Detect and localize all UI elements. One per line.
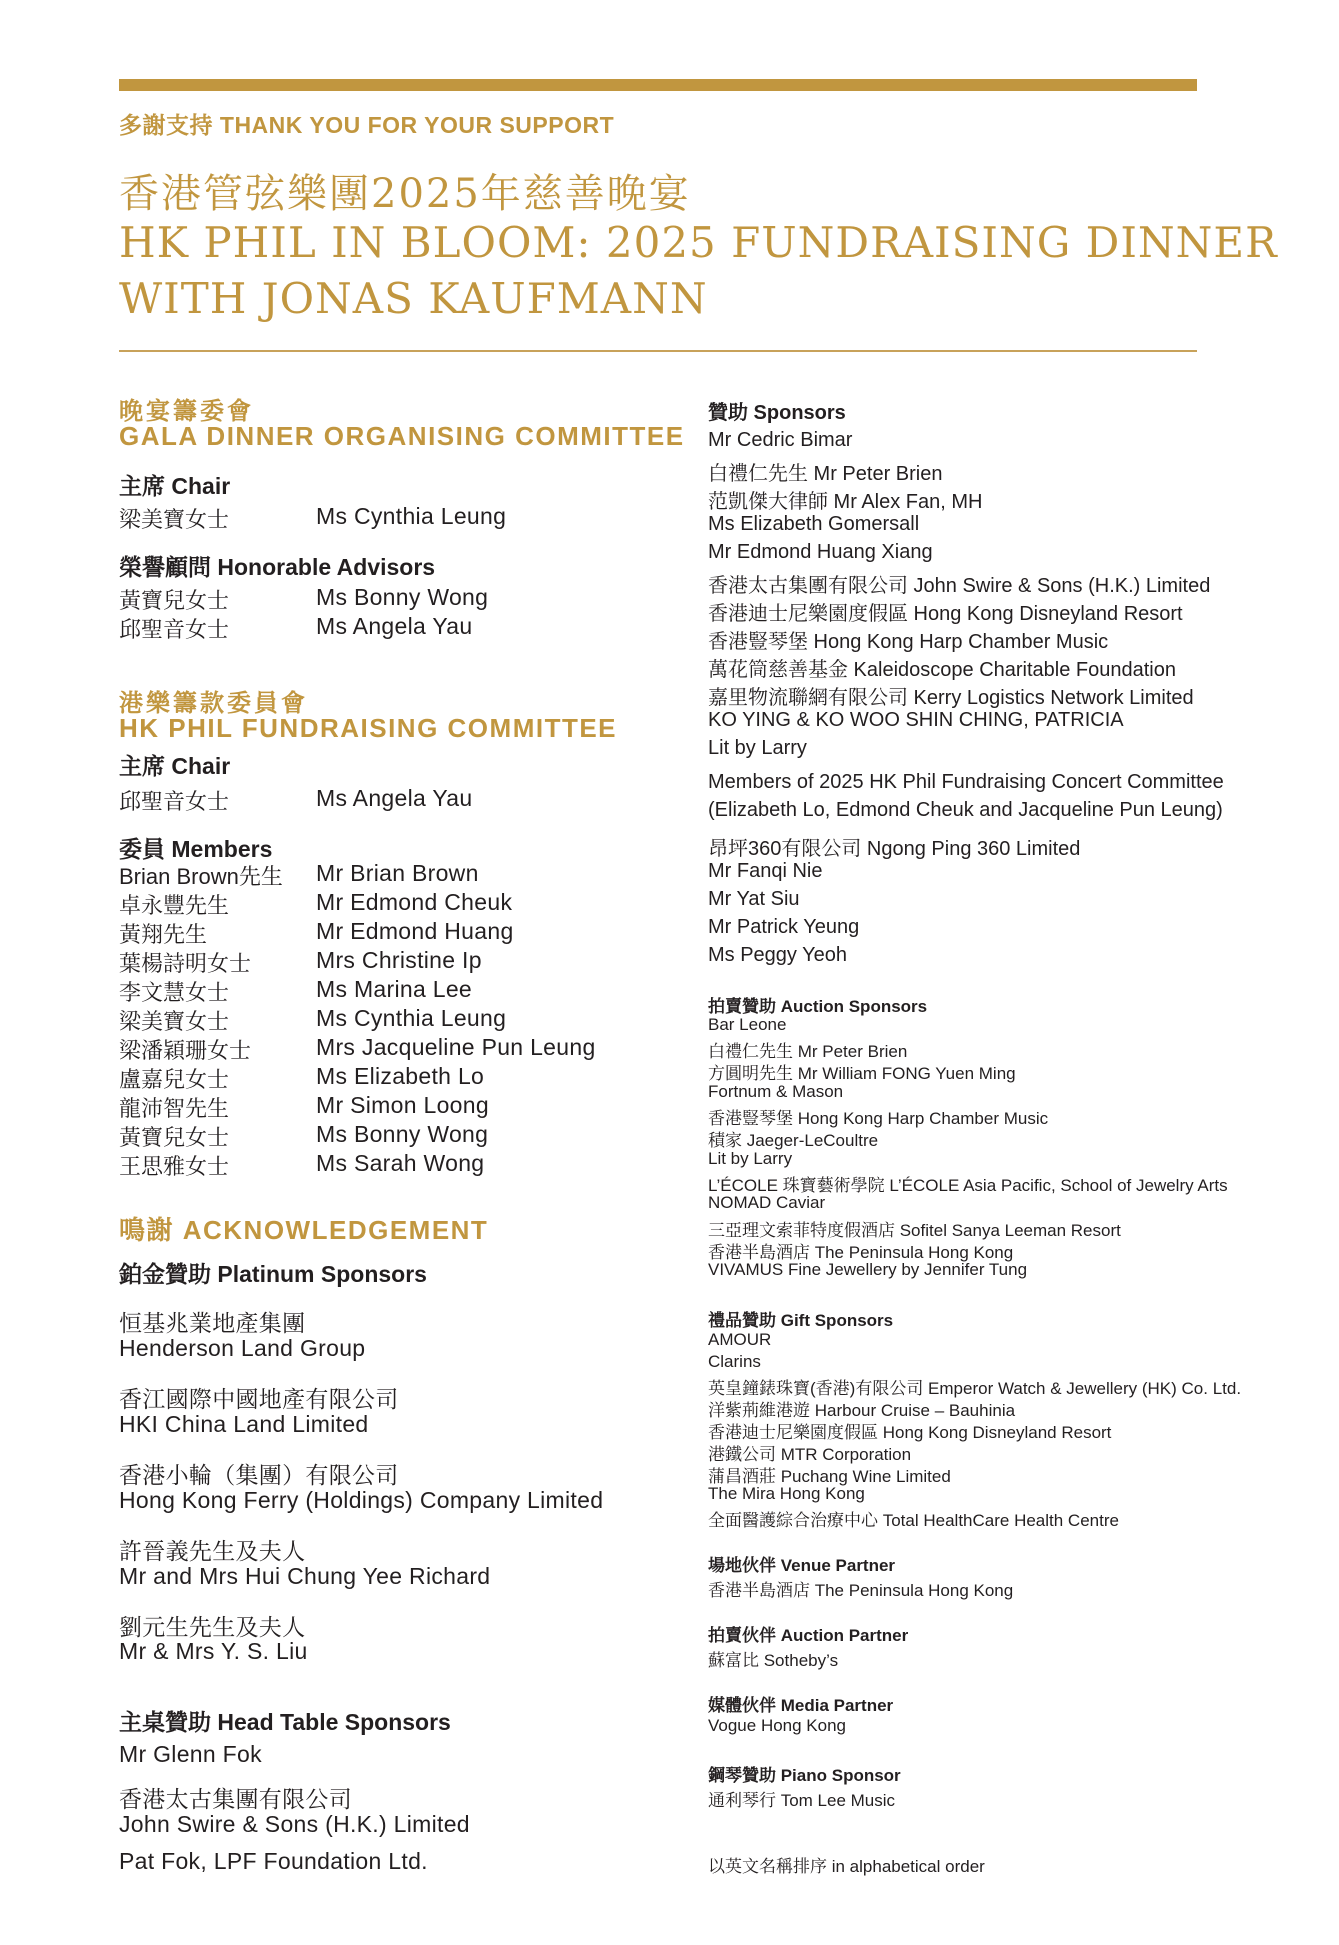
committee-row	[119, 860, 679, 889]
gift-sponsor-item: 蒲昌酒莊 Puchang Wine Limited	[708, 1467, 951, 1486]
sponsor-item: 范凱傑大律師 Mr Alex Fan, MH	[708, 491, 983, 513]
committee-row	[119, 1150, 679, 1179]
sponsor-item: 萬花筒慈善基金 Kaleidoscope Charitable Foundation	[708, 659, 1176, 681]
member-name-en: Ms Angela Yau	[316, 613, 473, 639]
alphabetical-order-note: 以英文名稱排序 in alphabetical order	[708, 1857, 985, 1876]
venue-partner-label: 場地伙伴 Venue Partner	[708, 1556, 896, 1575]
sponsor-item: Mr Fanqi Nie	[708, 860, 823, 882]
sponsor-item: Lit by Larry	[708, 737, 807, 759]
member-name-en: Ms Elizabeth Lo	[316, 1063, 485, 1089]
head-table-sponsor: Pat Fok, LPF Foundation Ltd.	[119, 1848, 428, 1874]
platinum-sponsor-zh: 許晉義先生及夫人	[119, 1538, 306, 1564]
platinum-sponsor-zh: 香江國際中國地產有限公司	[119, 1386, 399, 1412]
auction-sponsor-item: VIVAMUS Fine Jewellery by Jennifer Tung	[708, 1260, 1028, 1279]
gift-sponsor-item: AMOUR	[708, 1330, 772, 1349]
platinum-sponsor-en: Hong Kong Ferry (Holdings) Company Limited	[119, 1487, 604, 1513]
committee-row	[119, 976, 679, 1005]
sponsor-item: Ms Peggy Yeoh	[708, 944, 847, 966]
fundraising-members-label: 委員 Members	[119, 836, 273, 862]
auction-sponsor-item: 白禮仁先生 Mr Peter Brien	[708, 1042, 908, 1061]
gift-sponsor-item: Clarins	[708, 1352, 761, 1371]
committee-row	[119, 584, 679, 613]
sponsor-item-committee-line1: Members of 2025 HK Phil Fundraising Concert Committee	[708, 771, 1224, 793]
member-name-zh: 龍沛智先生	[119, 1096, 230, 1121]
head-table-sponsor: Mr Glenn Fok	[119, 1741, 262, 1767]
committee-row	[119, 1063, 679, 1092]
head-table-sponsor-zh: 香港太古集團有限公司	[119, 1786, 352, 1812]
gala-chair-label: 主席 Chair	[119, 473, 231, 499]
member-name-en: Mrs Jacqueline Pun Leung	[316, 1034, 596, 1060]
sponsor-item: KO YING & KO WOO SHIN CHING, PATRICIA	[708, 709, 1124, 731]
member-name-zh: 王思雅女士	[119, 1154, 230, 1179]
member-name-zh: 梁美寶女士	[119, 507, 230, 532]
committee-row	[119, 947, 679, 976]
auction-sponsor-item: 香港豎琴堡 Hong Kong Harp Chamber Music	[708, 1109, 1049, 1128]
member-name-en: Mr Simon Loong	[316, 1092, 489, 1118]
member-name-en: Ms Cynthia Leung	[316, 503, 507, 529]
sponsor-item: 香港迪士尼樂園度假區 Hong Kong Disneyland Resort	[708, 603, 1183, 625]
sponsor-item: 嘉里物流聯網有限公司 Kerry Logistics Network Limited	[708, 687, 1194, 709]
fundraising-chair-label: 主席 Chair	[119, 753, 231, 779]
platinum-sponsor-en: Mr & Mrs Y. S. Liu	[119, 1638, 308, 1664]
committee-row	[119, 613, 679, 642]
member-name-zh: 卓永豐先生	[119, 893, 230, 918]
fundraising-heading-en: HK PHIL FUNDRAISING COMMITTEE	[119, 713, 618, 743]
gift-sponsor-item: The Mira Hong Kong	[708, 1484, 865, 1503]
piano-sponsor-label: 鋼琴贊助 Piano Sponsor	[708, 1766, 901, 1785]
platinum-sponsor-zh: 劉元生先生及夫人	[119, 1614, 306, 1640]
member-name-en: Ms Bonny Wong	[316, 584, 489, 610]
member-name-zh: 葉楊詩明女士	[119, 951, 252, 976]
member-name-en: Ms Cynthia Leung	[316, 1005, 507, 1031]
page-title-en-line2: WITH JONAS KAUFMANN	[119, 274, 708, 323]
member-name-zh: 邱聖音女士	[119, 789, 230, 814]
committee-row	[119, 503, 679, 532]
auction-sponsor-item: 三亞理文索菲特度假酒店 Sofitel Sanya Leeman Resort	[708, 1221, 1121, 1240]
platinum-sponsor-zh: 恒基兆業地產集團	[119, 1310, 306, 1336]
thank-you-kicker: 多謝支持 THANK YOU FOR YOUR SUPPORT	[119, 112, 615, 138]
committee-row	[119, 1121, 679, 1150]
member-name-zh: 梁潘穎珊女士	[119, 1038, 252, 1063]
platinum-sponsor-en: Mr and Mrs Hui Chung Yee Richard	[119, 1563, 491, 1589]
gala-advisors-label: 榮譽顧問 Honorable Advisors	[119, 554, 436, 580]
sponsor-item: Mr Edmond Huang Xiang	[708, 541, 933, 563]
auction-partner-label: 拍賣伙伴 Auction Partner	[708, 1626, 909, 1645]
member-name-en: Mr Edmond Huang	[316, 918, 514, 944]
auction-partner-value: 蘇富比 Sotheby’s	[708, 1651, 839, 1670]
head-table-sponsor-en: John Swire & Sons (H.K.) Limited	[119, 1811, 470, 1837]
gala-heading-en: GALA DINNER ORGANISING COMMITTEE	[119, 421, 685, 451]
member-name-zh: Brian Brown先生	[119, 864, 283, 889]
gala-heading-zh: 晚宴籌委會	[119, 398, 254, 425]
gift-sponsor-item: 港鐵公司 MTR Corporation	[708, 1445, 912, 1464]
member-name-en: Ms Bonny Wong	[316, 1121, 489, 1147]
piano-sponsor-value: 通利琴行 Tom Lee Music	[708, 1791, 896, 1810]
auction-sponsors-label: 拍賣贊助 Auction Sponsors	[708, 997, 928, 1016]
sponsor-item: Mr Yat Siu	[708, 888, 800, 910]
auction-sponsor-item: 香港半島酒店 The Peninsula Hong Kong	[708, 1243, 1014, 1262]
committee-row	[119, 918, 679, 947]
sponsor-item: Mr Patrick Yeung	[708, 916, 860, 938]
committee-row	[119, 785, 679, 814]
gift-sponsor-item: 英皇鐘錶珠寶(香港)有限公司 Emperor Watch & Jewellery (HK) Co. Ltd.	[708, 1379, 1242, 1398]
sponsor-item: 香港太古集團有限公司 John Swire & Sons (H.K.) Limited	[708, 575, 1211, 597]
sponsor-item: Ms Elizabeth Gomersall	[708, 513, 920, 535]
member-name-zh: 盧嘉兒女士	[119, 1067, 230, 1092]
top-gold-bar	[119, 79, 1197, 91]
venue-partner-value: 香港半島酒店 The Peninsula Hong Kong	[708, 1581, 1014, 1600]
auction-sponsor-item: NOMAD Caviar	[708, 1193, 826, 1212]
auction-sponsor-item: 積家 Jaeger-LeCoultre	[708, 1131, 879, 1150]
sponsor-item-committee-line2: (Elizabeth Lo, Edmond Cheuk and Jacqueline Pun Leung)	[708, 799, 1223, 821]
member-name-zh: 黃寶兒女士	[119, 1125, 230, 1150]
platinum-sponsor-zh: 香港小輪（集團）有限公司	[119, 1462, 399, 1488]
member-name-en: Mrs Christine Ip	[316, 947, 482, 973]
gift-sponsor-item: 洋紫荊維港遊 Harbour Cruise – Bauhinia	[708, 1401, 1016, 1420]
member-name-en: Ms Sarah Wong	[316, 1150, 485, 1176]
sponsor-item: 香港豎琴堡 Hong Kong Harp Chamber Music	[708, 631, 1109, 653]
auction-sponsor-item: Bar Leone	[708, 1015, 787, 1034]
member-name-zh: 邱聖音女士	[119, 617, 230, 642]
title-divider	[119, 350, 1197, 352]
sponsors-label: 贊助 Sponsors	[708, 402, 846, 424]
auction-sponsor-item: L’ÉCOLE 珠寶藝術學院 L’ÉCOLE Asia Pacific, School of Jewelry Arts	[708, 1176, 1228, 1195]
platinum-sponsors-label: 鉑金贊助 Platinum Sponsors	[119, 1261, 427, 1287]
sponsor-item: 昂坪360有限公司 Ngong Ping 360 Limited	[708, 838, 1081, 860]
committee-row	[119, 1092, 679, 1121]
gift-sponsor-item: 香港迪士尼樂園度假區 Hong Kong Disneyland Resort	[708, 1423, 1112, 1442]
sponsor-item: Mr Cedric Bimar	[708, 429, 853, 451]
member-name-en: Ms Angela Yau	[316, 785, 473, 811]
committee-row	[119, 889, 679, 918]
head-table-sponsors-label: 主桌贊助 Head Table Sponsors	[119, 1709, 451, 1735]
fundraising-heading-zh: 港樂籌款委員會	[119, 690, 308, 717]
media-partner-value: Vogue Hong Kong	[708, 1716, 847, 1735]
member-name-en: Mr Brian Brown	[316, 860, 479, 886]
member-name-zh: 梁美寶女士	[119, 1009, 230, 1034]
auction-sponsor-item: Fortnum & Mason	[708, 1082, 844, 1101]
platinum-sponsor-en: HKI China Land Limited	[119, 1411, 369, 1437]
member-name-zh: 黃寶兒女士	[119, 588, 230, 613]
acknowledgement-heading: 鳴謝 ACKNOWLEDGEMENT	[119, 1215, 489, 1245]
committee-row	[119, 1005, 679, 1034]
member-name-zh: 黃翔先生	[119, 922, 208, 947]
media-partner-label: 媒體伙伴 Media Partner	[708, 1696, 894, 1715]
member-name-en: Mr Edmond Cheuk	[316, 889, 513, 915]
page-title-en-line1: HK PHIL IN BLOOM: 2025 FUNDRAISING DINNER	[119, 218, 1278, 267]
member-name-zh: 李文慧女士	[119, 980, 230, 1005]
committee-row	[119, 1034, 679, 1063]
page-title-zh: 香港管弦樂團2025年慈善晚宴	[119, 171, 691, 217]
sponsor-item: 白禮仁先生 Mr Peter Brien	[708, 463, 943, 485]
auction-sponsor-item: Lit by Larry	[708, 1149, 793, 1168]
auction-sponsor-item: 方圓明先生 Mr William FONG Yuen Ming	[708, 1064, 1016, 1083]
platinum-sponsor-en: Henderson Land Group	[119, 1335, 366, 1361]
member-name-en: Ms Marina Lee	[316, 976, 473, 1002]
gift-sponsors-label: 禮品贊助 Gift Sponsors	[708, 1311, 894, 1330]
gift-sponsor-item: 全面醫護綜合治療中心 Total HealthCare Health Centre	[708, 1511, 1119, 1530]
